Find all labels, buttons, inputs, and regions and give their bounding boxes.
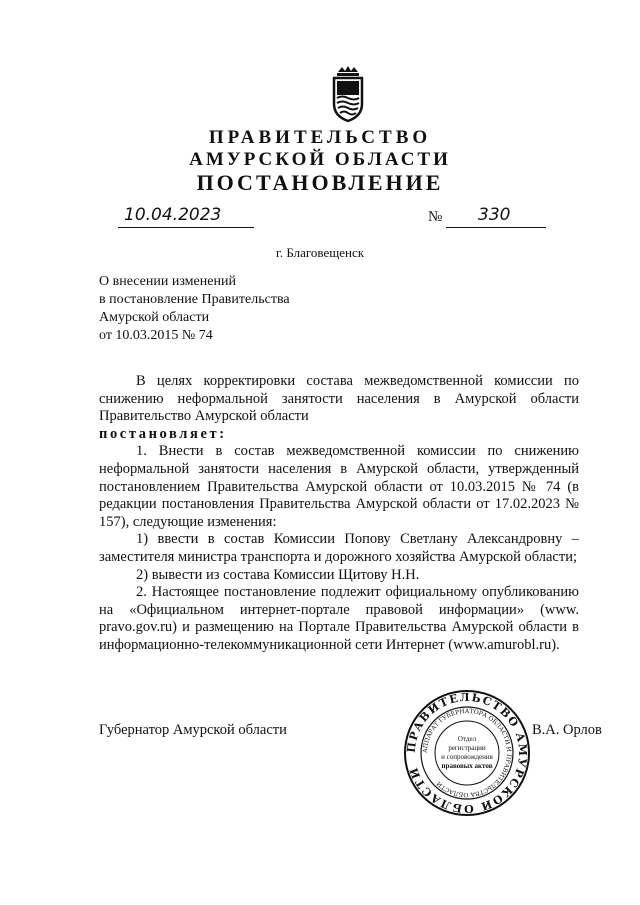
subject-line: О внесении изменений — [99, 274, 236, 289]
document-date: 10.04.2023 — [124, 205, 222, 225]
coat-of-arms-icon — [328, 64, 368, 124]
subject-line: в постановление Правительства — [99, 292, 290, 307]
org-name-line1: ПРАВИТЕЛЬСТВО — [208, 127, 432, 148]
stamp-center-line: регистрации — [448, 744, 486, 752]
subject-line: от 10.03.2015 № 74 — [99, 328, 213, 343]
signatory-title: Губернатор Амурской области — [99, 722, 287, 738]
date-underline — [118, 227, 254, 228]
item-2: 2. Настоящее постановление подлежит официальному опубликованию на «Официальном интернет-портале правовой информации» (www. pravo.gov.ru) и размещению на Портале Правительства Амурской области в информационно-телекоммуникационной сети Интернет (www.amurobl.ru). — [99, 584, 579, 653]
stamp-center-line: правовых актов — [441, 762, 493, 770]
document-type: ПОСТАНОВЛЕНИЕ — [196, 170, 444, 195]
signatory-name: В.А. Орлов — [532, 722, 602, 738]
document-body — [99, 373, 579, 655]
org-name-line2: АМУРСКОЙ ОБЛАСТИ — [189, 149, 451, 170]
decree-word: постановляет: — [99, 425, 227, 442]
subject-line: Амурской области — [99, 310, 210, 325]
stamp-center-line: Отдел — [457, 735, 477, 743]
stamp-inner-text: АППАРАТ ГУБЕРНАТОРА ОБЛАСТИ И ПРАВИТЕЛЬСТВА ОБЛАСТИ — [421, 707, 513, 799]
number-underline — [446, 227, 546, 228]
subject-block — [99, 273, 290, 345]
official-stamp — [402, 688, 532, 818]
sub-item-1: 1) ввести в состав Комиссии Попову Светлану Александровну – заместителя министра транспорта и дорожного хозяйства Амурской области; — [99, 531, 579, 565]
document-number: 330 — [478, 205, 511, 225]
number-label: № — [428, 209, 443, 225]
intro-paragraph: В целях корректировки состава межведомственной комиссии по снижению неформальной занятости населения в Амурской области Правительство Амурской области — [99, 373, 579, 425]
city: г. Благовещенск — [275, 245, 365, 260]
stamp-outer-text: ПРАВИТЕЛЬСТВО АМУРСКОЙ ОБЛАСТИ — [404, 690, 530, 816]
item-1: 1. Внести в состав межведомственной комиссии по снижению неформальной занятости населения в Амурской области, утвержденный постановлением Правительства Амурской области от 10.03.2015 № 74 (в редакции постановления Правительства Амурской области от 17.02.2023 № 157), следующие изменения: — [99, 443, 579, 530]
sub-item-2: 2) вывести из состава Комиссии Щитову Н.Н. — [136, 566, 420, 583]
stamp-center-line: и сопровождения — [441, 753, 493, 761]
